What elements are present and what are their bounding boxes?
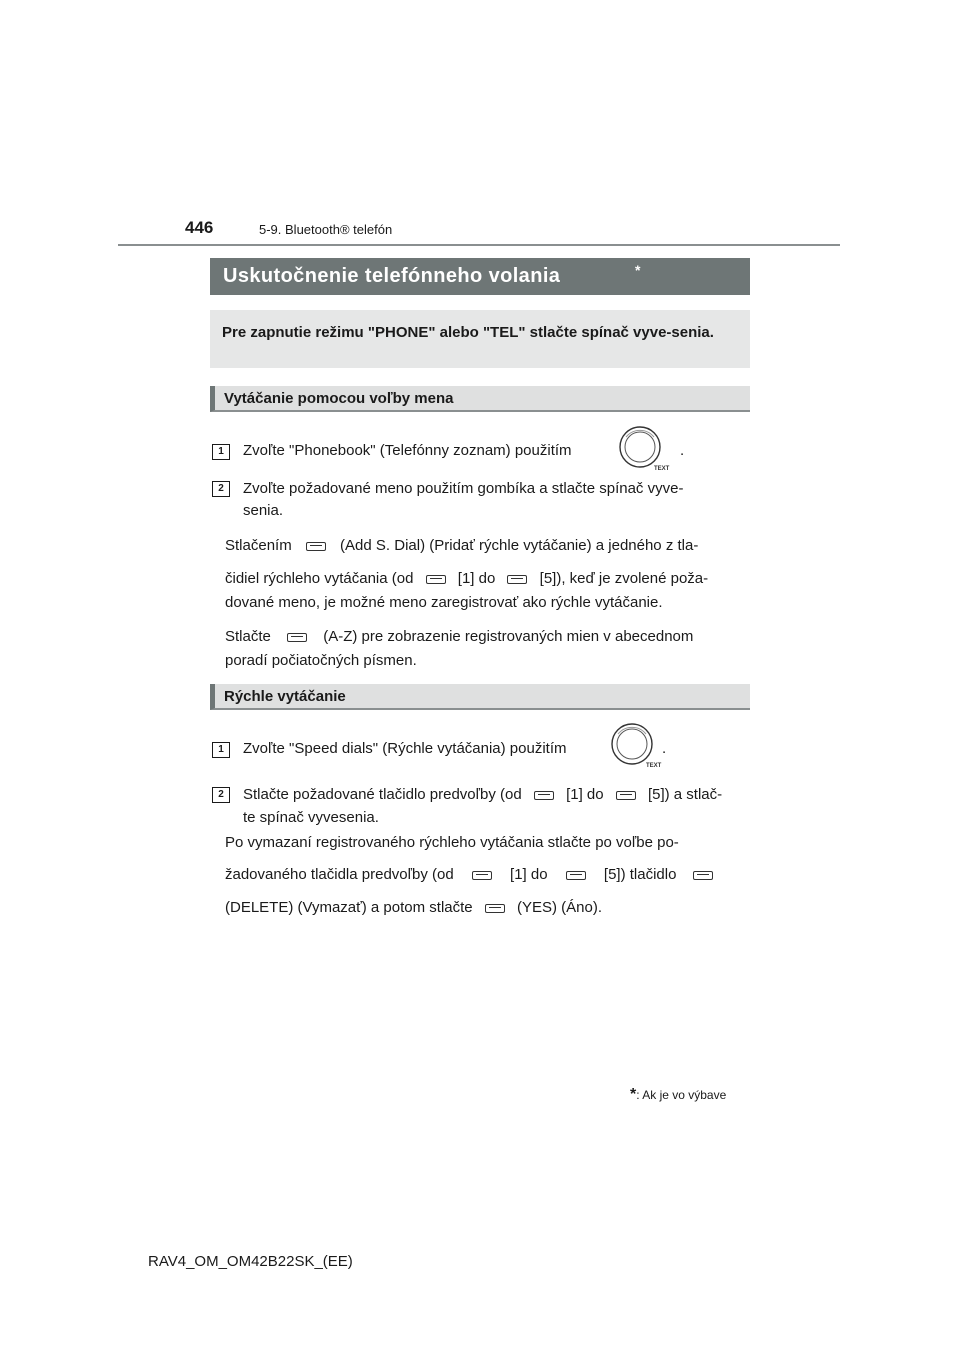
footnote-asterisk: * — [630, 1086, 637, 1103]
screen-button-icon — [616, 791, 636, 800]
optional-asterisk: * — [635, 262, 641, 278]
screen-button-icon — [566, 871, 586, 880]
paragraph-line: Stlačením (Add S. Dial) (Pridať rýchle vytáčanie) a jedného z tla- — [225, 537, 699, 554]
step-text-end: . — [662, 740, 667, 757]
tune-knob-icon — [618, 425, 670, 472]
page-number: 446 — [185, 218, 214, 237]
step-text-cont: te spínač vyvesenia. — [243, 809, 379, 826]
footnote-text: : Ak je vo výbave — [636, 1088, 727, 1102]
paragraph-line: dované meno, je možné meno zaregistrovať ako rýchle vytáčanie. — [225, 594, 663, 611]
intro-box — [210, 310, 750, 368]
paragraph-line: Stlačte (A-Z) pre zobrazenie registrovaných mien v abecednom — [225, 628, 694, 645]
step-text: Zvoľte "Speed dials" (Rýchle vytáčania) použitím — [243, 740, 567, 757]
tune-knob-icon — [610, 722, 662, 769]
step-text: Stlačte požadované tlačidlo predvoľby (od [1] do [5]) a stlač- — [243, 786, 723, 803]
step-text-end: . — [680, 442, 685, 459]
intro-text: Pre zapnutie režimu "PHONE" alebo "TEL" stlačte spínač vyve-senia. — [222, 324, 714, 341]
screen-button-icon — [693, 871, 713, 880]
screen-button-icon — [472, 871, 492, 880]
screen-button-icon — [485, 904, 505, 913]
paragraph-line: žadovaného tlačidla predvoľby (od [1] do [5]) tlačidlo — [225, 864, 745, 885]
step-number: 2 — [212, 481, 230, 497]
footnote — [630, 1086, 726, 1104]
paragraph-line: čidiel rýchleho vytáčania (od [1] do [5]), keď je zvolené poža- — [225, 570, 709, 587]
step-number: 2 — [212, 787, 230, 803]
paragraph-line: poradí počiatočných písmen. — [225, 652, 417, 669]
step-text: Zvoľte "Phonebook" (Telefónny zoznam) použitím — [243, 442, 572, 459]
paragraph-line: (DELETE) (Vymazať) a potom stlačte (YES) (Áno). — [225, 899, 603, 916]
document-code: RAV4_OM_OM42B22SK_(EE) — [148, 1253, 353, 1270]
screen-button-icon — [507, 575, 527, 584]
chapter-title: 5-9. Bluetooth® telefón — [259, 222, 393, 237]
subsection-title: Rýchle vytáčanie — [224, 688, 346, 705]
step-number: 1 — [212, 444, 230, 460]
screen-button-icon — [426, 575, 446, 584]
step-number: 1 — [212, 742, 230, 758]
knob-label: TEXT — [654, 466, 670, 472]
header-rule — [118, 244, 840, 246]
screen-button-icon — [287, 633, 307, 642]
screen-button-icon — [306, 542, 326, 551]
subsection-heading-speed-dial — [210, 684, 750, 710]
section-title-bar — [210, 258, 750, 295]
knob-label: TEXT — [646, 763, 662, 769]
step-text: Zvoľte požadované meno použitím gombíka a stlačte spínač vyve- — [243, 480, 684, 497]
section-title: Uskutočnenie telefónneho volania — [223, 265, 561, 287]
subsection-heading-name-dial — [210, 386, 750, 412]
subsection-title: Vytáčanie pomocou voľby mena — [224, 390, 454, 407]
screen-button-icon — [534, 791, 554, 800]
paragraph-line: Po vymazaní registrovaného rýchleho vytáčania stlačte po voľbe po- — [225, 834, 679, 851]
step-text-cont: senia. — [243, 502, 284, 519]
